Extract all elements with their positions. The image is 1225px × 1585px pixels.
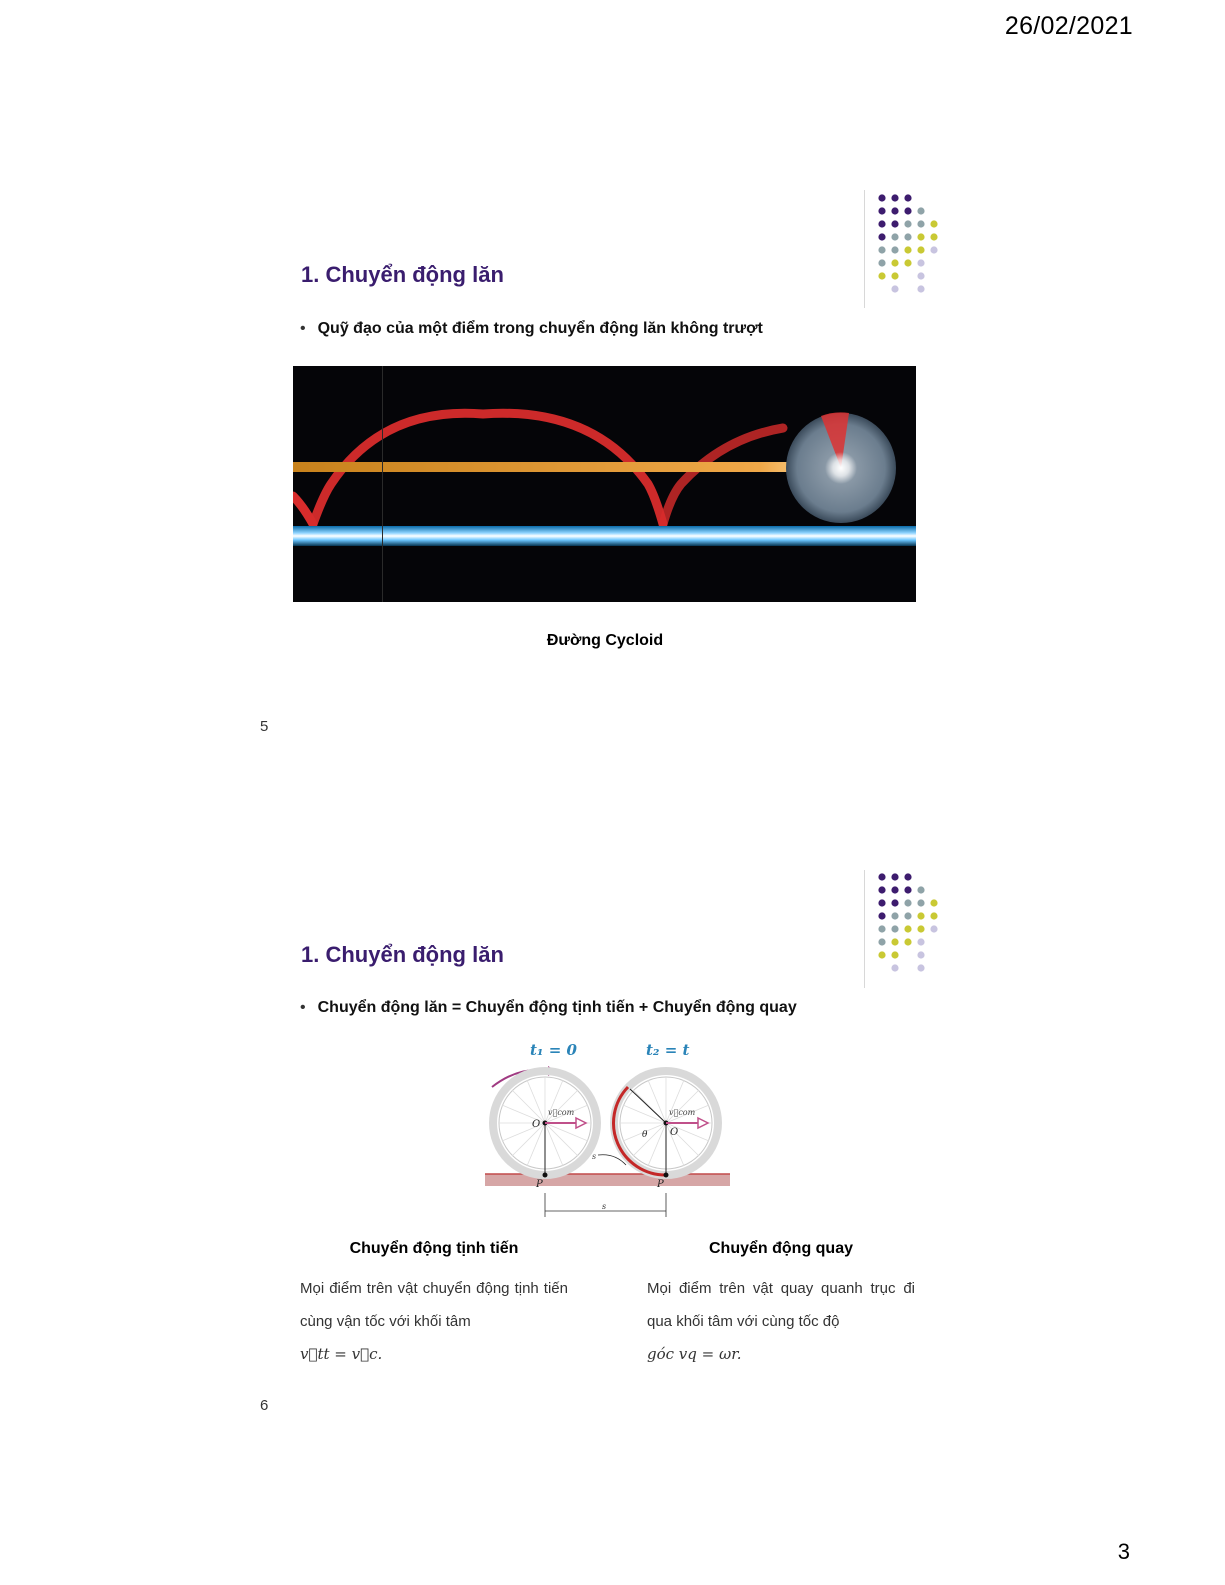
blue-ground-line [293, 526, 916, 546]
rotation-heading: Chuyển động quay [709, 1240, 853, 1257]
slide-6-number: 6 [260, 1397, 269, 1414]
rotation-paragraph [647, 1272, 915, 1371]
slide-5-number: 5 [260, 718, 269, 735]
rolling-wheel-figure [480, 1035, 735, 1220]
orange-center-trail [293, 462, 843, 472]
translation-formula: v⃗tt = v⃗c. [300, 1345, 383, 1363]
dot-grid-pattern [878, 873, 937, 971]
t1-label: t₁ = 0 [530, 1041, 577, 1059]
decorative-dot-grid [872, 869, 952, 979]
translation-heading: Chuyển động tịnh tiến [349, 1240, 519, 1257]
decorative-dot-grid [872, 190, 952, 300]
t2-label: t₂ = t [646, 1041, 690, 1059]
photo-seam [382, 366, 383, 602]
velocity-label-left: v⃗com [548, 1108, 575, 1117]
center-o-label-left: O [532, 1119, 541, 1130]
slide-6-bullet-text: Chuyển động lăn = Chuyển động tịnh tiến + Chuyển động quay [317, 999, 797, 1016]
contact-p-label-left: P [536, 1179, 543, 1190]
rotation-formula: góc vq = ωr. [647, 1345, 742, 1363]
slide-6-bullet [300, 999, 797, 1017]
slide-divider-line [864, 870, 865, 988]
rotation-text: Mọi điểm trên vật quay quanh trục đi qua khối tâm với cùng tốc độ [647, 1280, 915, 1330]
arc-length-label: s [592, 1152, 597, 1161]
slide-6-title: 1. Chuyển động lăn [301, 942, 504, 967]
contact-p-label-right: P [657, 1179, 664, 1190]
theta-label: θ [642, 1130, 648, 1140]
bullet-marker: • [300, 999, 306, 1016]
page-date: 26/02/2021 [1004, 12, 1133, 40]
wheel-left [493, 1071, 597, 1178]
disc-center-glow [825, 452, 857, 484]
center-o-label-right: O [670, 1127, 679, 1138]
page-number: 3 [1117, 1539, 1130, 1564]
translation-text: Mọi điểm trên vật chuyển động tịnh tiến cùng vận tốc với khối tâm [300, 1280, 568, 1330]
slide-5-bullet [300, 320, 763, 338]
cycloid-photo [293, 366, 916, 602]
dot-grid-pattern [878, 194, 937, 292]
slide-5-caption: Đường Cycloid [546, 632, 664, 649]
distance-label: s [602, 1202, 607, 1211]
slide-5-title: 1. Chuyển động lăn [301, 262, 504, 287]
translation-paragraph [300, 1272, 568, 1371]
wheel-right [598, 1071, 718, 1178]
slide-5-bullet-text: Quỹ đạo của một điểm trong chuyển động lăn không trượt [317, 320, 763, 337]
bullet-marker: • [300, 320, 306, 337]
slide-divider-line [864, 190, 865, 308]
ground-strip [485, 1174, 730, 1186]
velocity-label-right: v⃗com [669, 1108, 696, 1117]
